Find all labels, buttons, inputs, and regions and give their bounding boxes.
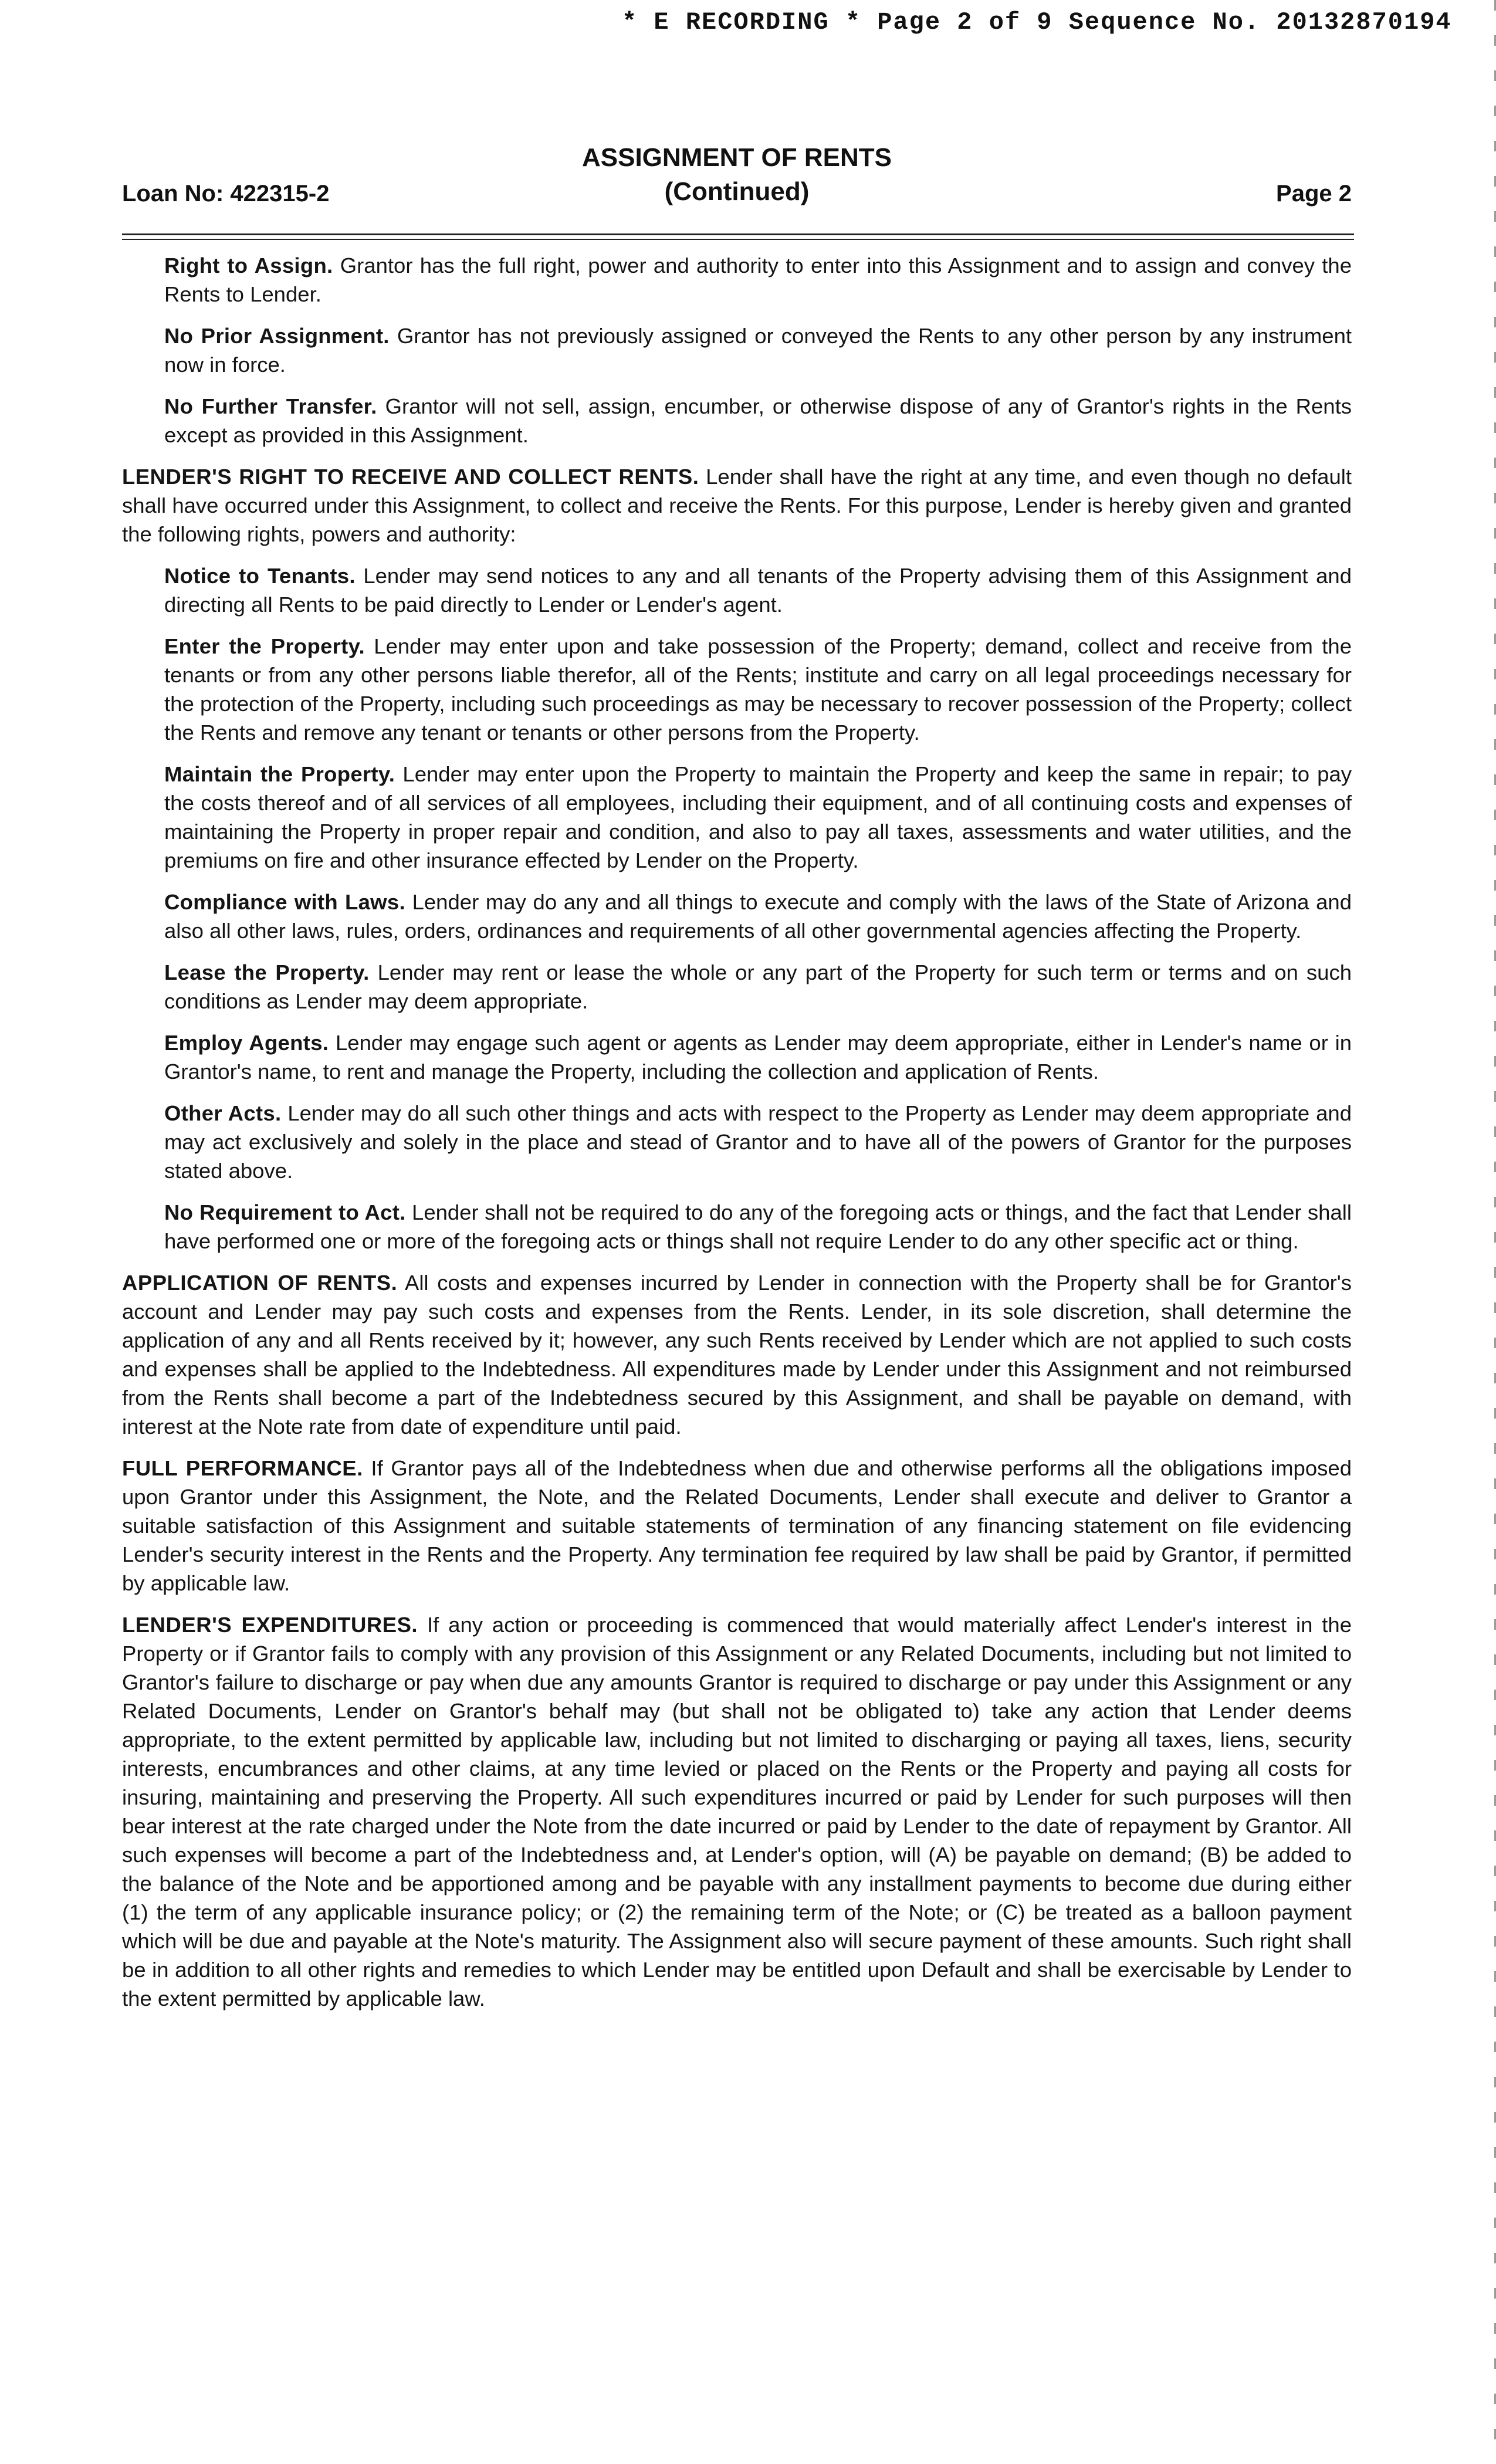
divider-line [122, 233, 1354, 235]
paragraph-text: Lender may do all such other things and acts with respect to the Property as Lender may deem appropriate and may act exclusively and solely in the place and stead of Grantor and to have all of the powers of Grantor for the purposes stated above. [164, 1101, 1352, 1183]
paragraph-no-prior-assignment [164, 321, 1352, 379]
paragraph-heading: Enter the Property. [164, 634, 365, 658]
paragraph-notice-to-tenants [164, 561, 1352, 619]
paragraph-lease-the-property [164, 958, 1352, 1016]
paragraph-maintain-the-property [164, 760, 1352, 875]
section-lenders-expenditures [122, 1610, 1352, 2013]
section-full-performance [122, 1454, 1352, 1597]
paragraph-heading: Maintain the Property. [164, 762, 395, 786]
section-lenders-right-to-collect-rents [122, 462, 1352, 549]
paragraph-text: Lender shall not be required to do any of the foregoing acts or things, and the fact that Lender shall have performed one or more of the foregoing acts or things shall not require Lender to do any other specific act or thing. [164, 1200, 1352, 1253]
paragraph-other-acts [164, 1099, 1352, 1185]
section-heading: FULL PERFORMANCE. [122, 1456, 363, 1480]
page-header [122, 141, 1352, 217]
page-number: Page 2 [1276, 181, 1352, 207]
header-divider [122, 233, 1354, 243]
paragraph-compliance-with-laws [164, 888, 1352, 945]
paragraph-text: Grantor will not sell, assign, encumber, or otherwise dispose of any of Grantor's rights in the Rents except as provided in this Assignment. [164, 394, 1352, 447]
paragraph-text: Lender may engage such agent or agents as Lender may deem appropriate, either in Lender's name or in Grantor's name, to rent and manage the Property, including the collection and application of Rents. [164, 1031, 1352, 1084]
divider-line [122, 239, 1354, 240]
paragraph-heading: No Prior Assignment. [164, 324, 390, 348]
paragraph-text: Lender may do any and all things to execute and comply with the laws of the State of Arizona and also all other laws, rules, orders, ordinances and requirements of all other governmental agencies affecting the Property. [164, 890, 1352, 943]
section-text: If Grantor pays all of the Indebtedness when due and otherwise performs all the obligations imposed upon Grantor under this Assignment, the Note, and the Related Documents, Lender shall execute and deliver to Grantor a suitable satisfaction of this Assignment and suitable statements of termination of any financing statement on file evidencing Lender's security interest in the Rents and the Property. Any termination fee required by law shall be paid by Grantor, if permitted by applicable law. [122, 1456, 1352, 1595]
section-text: All costs and expenses incurred by Lender in connection with the Property shall be for Grantor's account and Lender may pay such costs and expenses from the Rents. Lender, in its sole discretion, shall determine the application of any and all Rents received by it; however, any such Rents received by Lender which are not applied to such costs and expenses shall be applied to the Indebtedness. All expenditures made by Lender under this Assignment and not reimbursed from the Rents shall become a part of the Indebtedness secured by this Assignment, and shall be payable on demand, with interest at the Note rate from date of expenditure until paid. [122, 1271, 1352, 1439]
paragraph-heading: No Requirement to Act. [164, 1200, 406, 1224]
paragraph-heading: No Further Transfer. [164, 394, 377, 418]
section-text: If any action or proceeding is commenced that would materially affect Lender's interest in the Property or if Grantor fails to comply with any provision of this Assignment or any Related Documents, including but not limited to Grantor's failure to discharge or pay when due any amounts Grantor is required to discharge or pay under this Assignment or any Related Documents, Lender on Grantor's behalf may (but shall not be obligated to) take any action that Lender deems appropriate, to the extent permitted by applicable law, including but not limited to discharging or paying all taxes, liens, security interests, encumbrances and other claims, at any time levied or placed on the Rents or the Property and paying all costs for insuring, maintaining and preserving the Property. All such expenditures incurred or paid by Lender for such purposes will then bear interest at the rate charged under the Note from the date incurred or paid by Lender to the date of repayment by Grantor. All such expenses will become a part of the Indebtedness and, at Lender's option, will (A) be payable on demand; (B) be added to the balance of the Note and be apportioned among and be payable with any installment payments to become due during either (1) the term of any applicable insurance policy; or (2) the remaining term of the Note; or (C) be treated as a balloon payment which will be due and payable at the Note's maturity. The Assignment also will secure payment of these amounts. Such right shall be in addition to all other rights and remedies to which Lender may be entitled upon Default and shall be exercisable by Lender to the extent permitted by applicable law. [122, 1613, 1352, 2011]
paragraph-right-to-assign [164, 251, 1352, 309]
paragraph-text: Lender may rent or lease the whole or any part of the Property for such term or terms and on such conditions as Lender may deem appropriate. [164, 960, 1352, 1013]
paragraph-heading: Other Acts. [164, 1101, 282, 1125]
loan-number: Loan No: 422315-2 [122, 181, 330, 207]
paragraph-heading: Employ Agents. [164, 1031, 329, 1055]
paragraph-heading: Compliance with Laws. [164, 890, 405, 914]
paragraph-no-further-transfer [164, 392, 1352, 449]
paragraph-text: Lender may send notices to any and all tenants of the Property advising them of this Assignment and directing all Rents to be paid directly to Lender or Lender's agent. [164, 564, 1352, 617]
document-subtitle: (Continued) [664, 177, 810, 206]
paragraph-heading: Right to Assign. [164, 253, 333, 277]
document-title: ASSIGNMENT OF RENTS [581, 143, 892, 172]
section-heading: LENDER'S RIGHT TO RECEIVE AND COLLECT RENTS. [122, 465, 699, 489]
paragraph-employ-agents [164, 1028, 1352, 1086]
paragraph-enter-the-property [164, 632, 1352, 747]
document-title-block [122, 141, 1352, 209]
paragraph-text: Lender may enter upon and take possession of the Property; demand, collect and receive from the tenants or from any other persons liable therefor, all of the Rents; institute and carry on all legal proceedings necessary for the protection of the Property, including such proceedings as may be necessary to recover possession of the Property; collect the Rents and remove any tenant or tenants or other persons from the Property. [164, 634, 1352, 744]
section-heading: LENDER'S EXPENDITURES. [122, 1613, 418, 1637]
recording-header: * E RECORDING * Page 2 of 9 Sequence No. 20132870194 [622, 8, 1452, 36]
section-application-of-rents [122, 1268, 1352, 1441]
paragraph-no-requirement-to-act [164, 1198, 1352, 1255]
section-text: Lender shall have the right at any time, and even though no default shall have occurred under this Assignment, to collect and receive the Rents. For this purpose, Lender is hereby given and granted the following rights, powers and authority: [122, 465, 1352, 546]
document-body [122, 251, 1352, 2026]
paragraph-heading: Lease the Property. [164, 960, 370, 984]
paragraph-text: Grantor has the full right, power and authority to enter into this Assignment and to assign and convey the Rents to Lender. [164, 253, 1352, 306]
paragraph-heading: Notice to Tenants. [164, 564, 356, 588]
paragraph-text: Lender may enter upon the Property to maintain the Property and keep the same in repair; to pay the costs thereof and of all services of all employees, including their equipment, and of all continuing costs and expenses of maintaining the Property in proper repair and condition, and also to pay all taxes, assessments and water utilities, and the premiums on fire and other insurance effected by Lender on the Property. [164, 762, 1352, 872]
paragraph-text: Grantor has not previously assigned or conveyed the Rents to any other person by any instrument now in force. [164, 324, 1352, 377]
section-heading: APPLICATION OF RENTS. [122, 1271, 398, 1295]
